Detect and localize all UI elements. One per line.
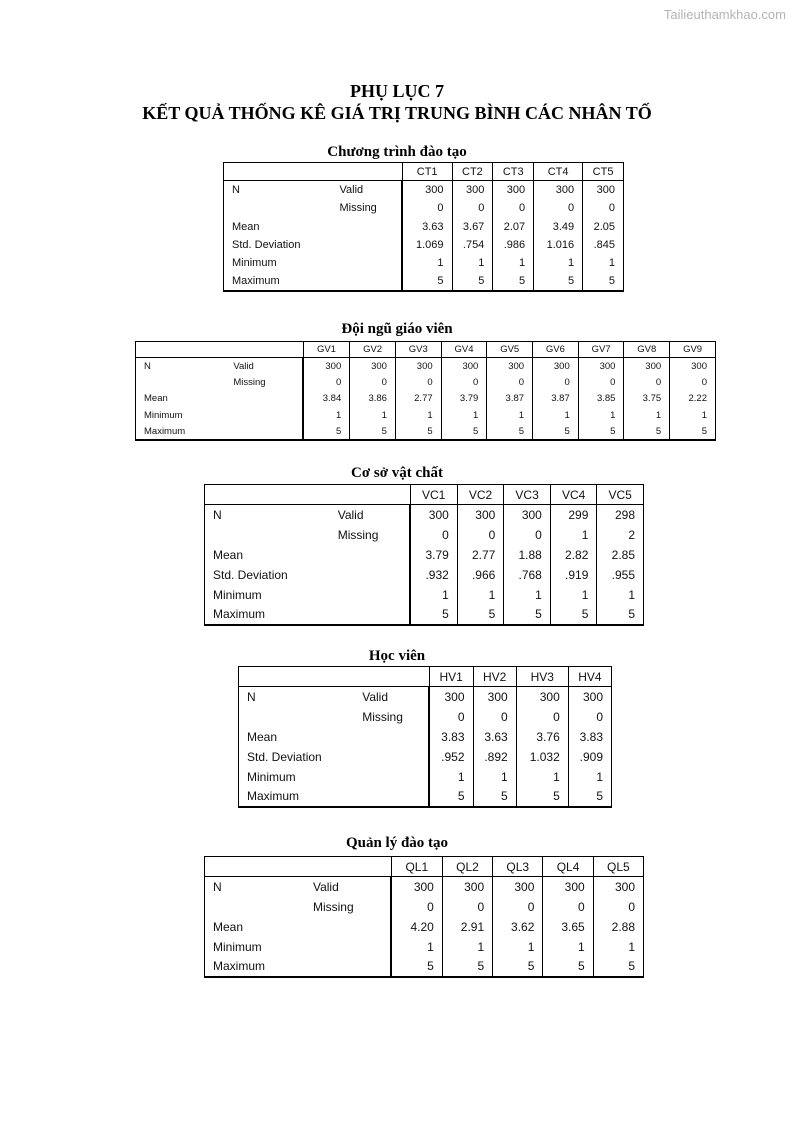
table-cell: 3.63	[473, 727, 516, 747]
table-cell: .955	[597, 565, 644, 585]
table-cell: 5	[670, 423, 716, 439]
table-cell: 1	[543, 937, 593, 957]
column-header: GV5	[487, 342, 533, 358]
table-cell: 2.07	[493, 217, 534, 235]
row-label: Maximum	[205, 957, 311, 977]
table-row	[136, 358, 716, 374]
table-cell: 2.77	[395, 391, 441, 407]
table-cell: 5	[391, 957, 442, 977]
row-sublabel: Valid	[338, 181, 403, 199]
table-cell: 5	[516, 787, 568, 807]
row-label: Minimum	[205, 937, 311, 957]
header-row	[205, 857, 644, 877]
table-cell: 5	[568, 787, 611, 807]
table-caption: Quản lý đào tạo	[345, 835, 449, 851]
table-cell: 1.069	[402, 236, 452, 254]
column-header: VC1	[410, 485, 457, 505]
table-cell: 0	[533, 374, 579, 390]
table-cell: 2.91	[442, 917, 492, 937]
table-cell: 1.88	[504, 545, 551, 565]
row-sublabel	[336, 605, 410, 625]
table-cell: .932	[410, 565, 457, 585]
column-header: QL4	[543, 857, 593, 877]
table-cell: 300	[543, 877, 593, 897]
row-label: Maximum	[205, 605, 336, 625]
table-cell: 5	[410, 605, 457, 625]
table-cell: 1	[487, 407, 533, 423]
column-header: CT1	[402, 163, 452, 181]
table-cell: 5	[441, 423, 487, 439]
table-cell: 0	[670, 374, 716, 390]
table-cell: 5	[487, 423, 533, 439]
table-cell: 0	[350, 374, 396, 390]
table-cell: 0	[441, 374, 487, 390]
row-sublabel: Valid	[336, 505, 410, 525]
table-cell: 1	[550, 585, 597, 605]
table-cell: 300	[624, 358, 670, 374]
row-sublabel	[311, 957, 391, 977]
table-cell: 1	[303, 407, 350, 423]
row-sublabel	[360, 787, 429, 807]
table-cell: 300	[391, 877, 442, 897]
table-row	[136, 374, 716, 390]
stats-table	[238, 666, 612, 808]
row-label: Maximum	[239, 787, 361, 807]
row-sublabel	[336, 565, 410, 585]
table-cell: 1	[516, 767, 568, 787]
table-row	[205, 565, 644, 585]
row-label	[205, 897, 311, 917]
column-header: GV6	[533, 342, 579, 358]
table-cell: 0	[534, 199, 583, 217]
row-sublabel	[311, 937, 391, 957]
table-cell: 1	[550, 525, 597, 545]
row-sublabel: Missing	[231, 374, 303, 390]
table-cell: 0	[487, 374, 533, 390]
table-cell: .986	[493, 236, 534, 254]
table-cell: 1	[457, 585, 504, 605]
row-label	[136, 374, 232, 390]
row-label: Mean	[136, 391, 232, 407]
table-cell: 2.82	[550, 545, 597, 565]
corner-cell	[239, 667, 430, 687]
table-cell: 5	[452, 272, 493, 290]
table-row	[205, 545, 644, 565]
table-row	[205, 605, 644, 625]
table-cell: 1.032	[516, 747, 568, 767]
table-cell: 0	[578, 374, 624, 390]
table-cell: 1	[493, 254, 534, 272]
column-header: CT2	[452, 163, 493, 181]
row-label	[205, 525, 336, 545]
row-sublabel: Missing	[311, 897, 391, 917]
table-cell: 1	[504, 585, 551, 605]
table-cell: 0	[493, 199, 534, 217]
column-header: GV9	[670, 342, 716, 358]
table-cell: 2	[597, 525, 644, 545]
row-sublabel	[231, 391, 303, 407]
table-cell: 0	[516, 707, 568, 727]
table-cell: 1	[442, 937, 492, 957]
row-sublabel: Valid	[311, 877, 391, 897]
table-cell: 3.85	[578, 391, 624, 407]
table-cell: 0	[452, 199, 493, 217]
column-header: VC2	[457, 485, 504, 505]
table-cell: 300	[487, 358, 533, 374]
column-header: HV2	[473, 667, 516, 687]
stats-table	[223, 162, 624, 292]
row-sublabel	[336, 585, 410, 605]
table-cell: 300	[583, 181, 624, 199]
table-cell: 300	[533, 358, 579, 374]
table-cell: 1	[350, 407, 396, 423]
table-cell: 1	[593, 937, 643, 957]
table-cell: 3.79	[410, 545, 457, 565]
row-sublabel	[231, 407, 303, 423]
table-cell: 3.63	[402, 217, 452, 235]
table-cell: 300	[578, 358, 624, 374]
table-cell: 2.85	[597, 545, 644, 565]
table-row	[224, 272, 624, 290]
table-cell: 300	[410, 505, 457, 525]
row-sublabel	[360, 727, 429, 747]
table-row	[224, 217, 624, 235]
table-cell: 5	[303, 423, 350, 439]
column-header: GV4	[441, 342, 487, 358]
column-header: VC5	[597, 485, 644, 505]
table-cell: 5	[442, 957, 492, 977]
table-cell: .919	[550, 565, 597, 585]
table-cell: 1.016	[534, 236, 583, 254]
table-cell: 5	[543, 957, 593, 977]
table-cell: 2.88	[593, 917, 643, 937]
table-cell: 0	[583, 199, 624, 217]
table-cell: 4.20	[391, 917, 442, 937]
table-row	[205, 957, 644, 977]
table-cell: 0	[395, 374, 441, 390]
table-cell: 1	[624, 407, 670, 423]
table-cell: 0	[391, 897, 442, 917]
table-cell: 5	[504, 605, 551, 625]
table-cell: 300	[441, 358, 487, 374]
table-cell: 1	[391, 937, 442, 957]
row-label: Maximum	[136, 423, 232, 439]
table-cell: 5	[593, 957, 643, 977]
table-row	[239, 707, 612, 727]
table-cell: 300	[429, 687, 473, 707]
table-cell: 1	[534, 254, 583, 272]
table-row	[239, 727, 612, 747]
table-cell: 300	[402, 181, 452, 199]
row-sublabel	[338, 217, 403, 235]
table-cell: 5	[350, 423, 396, 439]
table-row	[239, 767, 612, 787]
table-cell: 5	[578, 423, 624, 439]
table-cell: 1	[395, 407, 441, 423]
table-cell: 2.77	[457, 545, 504, 565]
table-cell: 0	[493, 897, 543, 917]
row-label: Std. Deviation	[224, 236, 338, 254]
stats-table	[204, 484, 644, 626]
row-label: Std. Deviation	[239, 747, 361, 767]
header-row	[224, 163, 624, 181]
table-cell: 3.87	[487, 391, 533, 407]
table-cell: 0	[410, 525, 457, 545]
table-caption: Chương trình đào tạo	[327, 144, 467, 160]
table-cell: 300	[457, 505, 504, 525]
table-cell: 300	[493, 877, 543, 897]
header-row	[205, 485, 644, 505]
table-cell: 5	[534, 272, 583, 290]
table-cell: .754	[452, 236, 493, 254]
table-cell: 1	[441, 407, 487, 423]
row-label: Minimum	[205, 585, 336, 605]
table-cell: 3.49	[534, 217, 583, 235]
table-cell: 3.62	[493, 917, 543, 937]
table-cell: 3.75	[624, 391, 670, 407]
row-label: Mean	[205, 917, 311, 937]
column-header: QL3	[493, 857, 543, 877]
table-cell: .909	[568, 747, 611, 767]
table-row	[239, 687, 612, 707]
table-cell: 300	[442, 877, 492, 897]
column-header: HV4	[568, 667, 611, 687]
table-cell: 3.83	[568, 727, 611, 747]
row-sublabel: Valid	[231, 358, 303, 374]
table-cell: 5	[583, 272, 624, 290]
table-cell: 300	[516, 687, 568, 707]
table-cell: 1	[429, 767, 473, 787]
row-label: N	[205, 505, 336, 525]
table-cell: 300	[504, 505, 551, 525]
table-cell: 0	[473, 707, 516, 727]
row-label: N	[205, 877, 311, 897]
row-sublabel	[338, 254, 403, 272]
header-row	[239, 667, 612, 687]
table-cell: 5	[402, 272, 452, 290]
header-row	[136, 342, 716, 358]
row-sublabel	[311, 917, 391, 937]
column-header: HV1	[429, 667, 473, 687]
row-label: N	[136, 358, 232, 374]
table-cell: 3.76	[516, 727, 568, 747]
table-caption: Cơ sở vật chất	[350, 465, 444, 481]
column-header: CT5	[583, 163, 624, 181]
appendix-number: PHỤ LỤC 7	[350, 81, 444, 101]
column-header: CT4	[534, 163, 583, 181]
column-header: QL1	[391, 857, 442, 877]
table-cell: 0	[593, 897, 643, 917]
column-header: GV7	[578, 342, 624, 358]
table-cell: 300	[493, 181, 534, 199]
table-cell: 0	[543, 897, 593, 917]
table-cell: 5	[624, 423, 670, 439]
row-sublabel	[338, 272, 403, 290]
row-label: N	[239, 687, 361, 707]
table-cell: 1	[568, 767, 611, 787]
corner-cell	[136, 342, 304, 358]
table-cell: 5	[533, 423, 579, 439]
table-cell: 3.79	[441, 391, 487, 407]
table-cell: 0	[568, 707, 611, 727]
table-caption: Học viên	[368, 648, 426, 664]
table-cell: 1	[533, 407, 579, 423]
table-row	[205, 877, 644, 897]
table-cell: .952	[429, 747, 473, 767]
table-row	[205, 505, 644, 525]
table-cell: 0	[457, 525, 504, 545]
column-header: VC4	[550, 485, 597, 505]
row-label: Std. Deviation	[205, 565, 336, 585]
table-cell: 5	[597, 605, 644, 625]
row-label: Maximum	[224, 272, 338, 290]
watermark: Tailieuthamkhao.com	[663, 7, 786, 22]
table-caption: Đội ngũ giáo viên	[341, 321, 453, 337]
table-cell: 300	[670, 358, 716, 374]
table-cell: 5	[493, 957, 543, 977]
column-header: VC3	[504, 485, 551, 505]
stats-table	[204, 856, 644, 978]
table-cell: 3.86	[350, 391, 396, 407]
table-cell: .892	[473, 747, 516, 767]
table-row	[205, 937, 644, 957]
corner-cell	[224, 163, 403, 181]
table-cell: .768	[504, 565, 551, 585]
row-label	[224, 199, 338, 217]
column-header: CT3	[493, 163, 534, 181]
row-sublabel	[336, 545, 410, 565]
table-cell: 2.05	[583, 217, 624, 235]
table-cell: 300	[534, 181, 583, 199]
table-cell: 0	[402, 199, 452, 217]
table-cell: 3.87	[533, 391, 579, 407]
table-row	[205, 897, 644, 917]
table-cell: 1	[493, 937, 543, 957]
row-sublabel	[231, 423, 303, 439]
row-label: N	[224, 181, 338, 199]
row-sublabel: Missing	[336, 525, 410, 545]
table-cell: 0	[624, 374, 670, 390]
row-label: Mean	[205, 545, 336, 565]
table-cell: 3.83	[429, 727, 473, 747]
table-row	[239, 787, 612, 807]
table-cell: 1	[578, 407, 624, 423]
table-row	[224, 254, 624, 272]
table-cell: 298	[597, 505, 644, 525]
corner-cell	[205, 857, 392, 877]
table-row	[205, 525, 644, 545]
table-row	[205, 917, 644, 937]
column-header: HV3	[516, 667, 568, 687]
table-row	[224, 199, 624, 217]
row-label: Minimum	[136, 407, 232, 423]
row-label	[239, 707, 361, 727]
corner-cell	[205, 485, 411, 505]
table-cell: 300	[473, 687, 516, 707]
row-label: Minimum	[239, 767, 361, 787]
table-cell: 300	[452, 181, 493, 199]
column-header: GV2	[350, 342, 396, 358]
table-cell: 1	[583, 254, 624, 272]
stats-table	[135, 341, 716, 441]
table-row	[136, 423, 716, 439]
table-cell: 300	[395, 358, 441, 374]
table-cell: 1	[670, 407, 716, 423]
table-cell: 5	[457, 605, 504, 625]
table-cell: 1	[410, 585, 457, 605]
table-cell: 5	[550, 605, 597, 625]
row-sublabel: Valid	[360, 687, 429, 707]
table-cell: 2.22	[670, 391, 716, 407]
column-header: QL2	[442, 857, 492, 877]
table-row	[205, 585, 644, 605]
table-cell: 0	[429, 707, 473, 727]
column-header: QL5	[593, 857, 643, 877]
row-sublabel	[338, 236, 403, 254]
row-sublabel: Missing	[338, 199, 403, 217]
column-header: GV8	[624, 342, 670, 358]
table-cell: 299	[550, 505, 597, 525]
table-cell: 0	[303, 374, 350, 390]
row-sublabel: Missing	[360, 707, 429, 727]
table-cell: 1	[473, 767, 516, 787]
table-row	[136, 391, 716, 407]
row-label: Mean	[224, 217, 338, 235]
table-cell: 0	[504, 525, 551, 545]
table-cell: .845	[583, 236, 624, 254]
table-cell: 300	[350, 358, 396, 374]
table-cell: 1	[402, 254, 452, 272]
table-cell: 3.65	[543, 917, 593, 937]
table-cell: 5	[395, 423, 441, 439]
table-cell: 5	[493, 272, 534, 290]
table-cell: 300	[303, 358, 350, 374]
column-header: GV1	[303, 342, 350, 358]
table-cell: 3.67	[452, 217, 493, 235]
table-cell: 300	[593, 877, 643, 897]
table-cell: 5	[429, 787, 473, 807]
table-row	[224, 181, 624, 199]
table-cell: 1	[452, 254, 493, 272]
row-sublabel	[360, 767, 429, 787]
table-row	[136, 407, 716, 423]
row-label: Minimum	[224, 254, 338, 272]
table-row	[239, 747, 612, 767]
appendix-title: KẾT QUẢ THỐNG KÊ GIÁ TRỊ TRUNG BÌNH CÁC NHÂN TỐ	[142, 103, 652, 123]
row-sublabel	[360, 747, 429, 767]
table-cell: 5	[473, 787, 516, 807]
table-cell: 300	[568, 687, 611, 707]
table-cell: .966	[457, 565, 504, 585]
table-cell: 0	[442, 897, 492, 917]
table-cell: 3.84	[303, 391, 350, 407]
table-cell: 1	[597, 585, 644, 605]
table-row	[224, 236, 624, 254]
column-header: GV3	[395, 342, 441, 358]
row-label: Mean	[239, 727, 361, 747]
